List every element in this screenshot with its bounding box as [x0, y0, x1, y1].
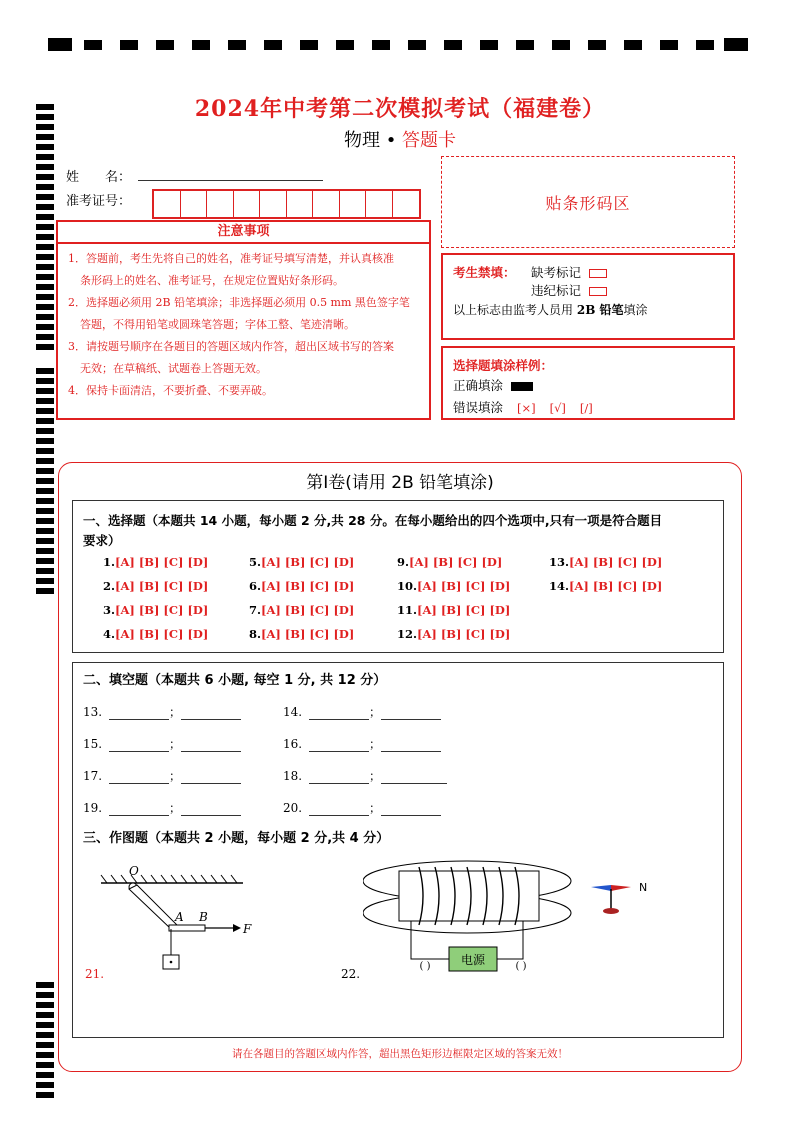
blank-line[interactable] [181, 772, 241, 784]
side-mark [36, 408, 54, 414]
fill-blank-question [83, 735, 241, 752]
figure-21-number: 21. [85, 967, 105, 981]
violation-mark[interactable] [589, 287, 607, 296]
exam-title: 2024年中考第二次模拟考试（福建卷） [194, 96, 606, 122]
blank-number: 19. [83, 801, 103, 815]
side-mark [36, 1022, 54, 1028]
mc-options[interactable]: [A] [B] [C] [D] [261, 627, 355, 641]
timing-mark [408, 40, 426, 50]
notice-item-1a: 1．答题前，考生先将自己的姓名，准考证号填写清楚，并认真核准 [68, 252, 394, 265]
drawing-heading: 三、作图题（本题共 2 小题，每小题 2 分,共 4 分） [83, 831, 390, 846]
mc-number: 11. [397, 603, 418, 617]
side-mark [36, 368, 54, 374]
mc-question[interactable] [103, 603, 208, 617]
mc-question[interactable] [397, 603, 510, 617]
timing-mark [300, 40, 318, 50]
mc-number: 10. [397, 579, 418, 593]
mc-options[interactable]: [A] [B] [C] [D] [409, 555, 503, 569]
side-mark [36, 568, 54, 574]
mc-question[interactable] [397, 555, 502, 569]
prohibited-note-text: 以上标志由监考人员用 [453, 303, 574, 317]
side-mark [36, 528, 54, 534]
timing-mark [552, 40, 570, 50]
timing-mark [660, 40, 678, 50]
mc-question[interactable] [249, 627, 354, 641]
id-label: 准考证号： [66, 194, 132, 209]
side-mark [36, 344, 54, 350]
timing-mark [724, 38, 748, 51]
mc-options[interactable]: [A] [B] [C] [D] [569, 579, 663, 593]
mc-number: 4. [103, 627, 116, 641]
mc-question[interactable] [249, 555, 354, 569]
timing-mark [264, 40, 282, 50]
mc-question[interactable] [103, 627, 208, 641]
wrong-mark-3: [/] [579, 401, 593, 415]
side-mark [36, 508, 54, 514]
timing-mark [48, 38, 72, 51]
mc-question[interactable] [549, 555, 662, 569]
prohibited-note [453, 301, 648, 318]
blank-number: 15. [83, 737, 103, 751]
mc-options[interactable]: [A] [B] [C] [D] [417, 603, 511, 617]
notice-item-4: 4．保持卡面清洁，不要折叠、不要弄破。 [68, 384, 273, 397]
mc-question[interactable] [549, 579, 662, 593]
mc-question[interactable] [397, 627, 510, 641]
label-F: F [243, 922, 252, 936]
side-mark [36, 204, 54, 210]
wrong-label: 错误填涂 [453, 400, 504, 415]
side-mark [36, 498, 54, 504]
side-mark [36, 982, 54, 988]
side-mark [36, 428, 54, 434]
blank-number: 16. [283, 737, 303, 751]
timing-mark [156, 40, 174, 50]
notice-item-3a: 3．请按题号顺序在各题目的答题区域内作答，超出区域书写的答案 [68, 340, 394, 353]
blank-separator: ； [169, 769, 182, 783]
mc-options[interactable]: [A] [B] [C] [D] [417, 579, 511, 593]
fill-blank-question [83, 799, 241, 816]
timing-mark [84, 40, 102, 50]
blank-line[interactable] [381, 804, 441, 816]
side-mark [36, 1002, 54, 1008]
timing-mark [696, 40, 714, 50]
blank-separator: ； [169, 705, 182, 719]
side-mark [36, 1062, 54, 1068]
mc-section [72, 500, 724, 653]
notice-item-3b: 无效；在草稿纸、试题卷上答题无效。 [80, 362, 267, 375]
side-mark [36, 378, 54, 384]
blank-line[interactable] [309, 740, 369, 752]
side-mark [36, 194, 54, 200]
mc-number: 5. [249, 555, 262, 569]
prohibited-label: 考生禁填： [453, 265, 516, 280]
side-mark [36, 578, 54, 584]
mc-question[interactable] [103, 555, 208, 569]
figure-22-solenoid[interactable] [363, 857, 703, 979]
absent-row [531, 263, 607, 281]
timing-mark [120, 40, 138, 50]
mc-number: 7. [249, 603, 262, 617]
blank-number: 18. [283, 769, 303, 783]
barcode-area [441, 156, 735, 248]
notice-box [56, 220, 431, 420]
blank-line[interactable] [181, 740, 241, 752]
side-mark [36, 294, 54, 300]
blank-separator: ； [369, 705, 382, 719]
side-mark [36, 1092, 54, 1098]
blank-line[interactable] [381, 708, 441, 720]
mc-number: 14. [549, 579, 570, 593]
side-mark [36, 538, 54, 544]
side-timing-marks-bottom [36, 982, 54, 1102]
side-mark [36, 214, 54, 220]
notice-item-2a: 2．选择题必须用 2B 铅笔填涂；非选择题必须用 0.5 mm 黑色签字笔 [68, 296, 410, 309]
mc-number: 8. [249, 627, 262, 641]
side-mark [36, 1032, 54, 1038]
timing-mark [588, 40, 606, 50]
mc-options[interactable]: [A] [B] [C] [D] [261, 603, 355, 617]
side-mark [36, 174, 54, 180]
side-mark [36, 388, 54, 394]
blank-line[interactable] [109, 740, 169, 752]
wrong-mark-2: [√] [549, 401, 566, 415]
side-mark [36, 254, 54, 260]
mc-question[interactable] [103, 579, 208, 593]
notice-title: 注意事项 [58, 222, 429, 244]
paren-left: ( ) [419, 961, 431, 972]
blank-separator: ； [369, 801, 382, 815]
side-mark [36, 334, 54, 340]
side-mark [36, 398, 54, 404]
fill-heading: 二、填空题（本题共 6 小题, 每空 1 分, 共 12 分） [83, 673, 387, 688]
prohibited-note-end: 填涂 [623, 303, 648, 317]
fill-blank-question [283, 735, 441, 752]
mc-question[interactable] [249, 603, 354, 617]
side-mark [36, 518, 54, 524]
side-mark [36, 264, 54, 270]
blank-line[interactable] [309, 708, 369, 720]
blank-number: 20. [283, 801, 303, 815]
label-O: O [129, 864, 139, 878]
side-mark [36, 1012, 54, 1018]
blank-separator: ； [369, 737, 382, 751]
mc-number: 6. [249, 579, 262, 593]
label-N: N [639, 881, 648, 894]
side-mark [36, 448, 54, 454]
blank-separator: ； [169, 737, 182, 751]
mc-question[interactable] [249, 579, 354, 593]
blank-line[interactable] [381, 772, 447, 784]
correct-row [453, 376, 533, 394]
blank-line[interactable] [381, 740, 441, 752]
mc-heading-2: 要求） [83, 533, 121, 548]
mc-options[interactable]: [A] [B] [C] [D] [569, 555, 663, 569]
blank-line[interactable] [109, 804, 169, 816]
side-mark [36, 284, 54, 290]
name-field[interactable] [138, 180, 323, 181]
timing-mark [624, 40, 642, 50]
side-mark [36, 184, 54, 190]
mc-options[interactable]: [A] [B] [C] [D] [115, 603, 209, 617]
subject-name: 物理 [343, 130, 380, 151]
blank-separator: ； [169, 801, 182, 815]
timing-mark [480, 40, 498, 50]
correct-label: 正确填涂 [453, 378, 504, 393]
figure-21-lever[interactable] [93, 863, 273, 983]
side-mark [36, 224, 54, 230]
mc-options[interactable]: [A] [B] [C] [D] [115, 579, 209, 593]
blank-line[interactable] [181, 804, 241, 816]
notice-item-2b: 答题，不得用铅笔或圆珠笔答题；字体工整、笔迹清晰。 [80, 318, 355, 331]
fill-and-drawing-section [72, 662, 724, 1038]
side-mark [36, 418, 54, 424]
footer-warning: 请在各题目的答题区域内作答，超出黑色矩形边框限定区域的答案无效！ [232, 1048, 568, 1060]
absent-mark[interactable] [589, 269, 607, 278]
label-B: B [199, 910, 208, 924]
side-mark [36, 588, 54, 594]
top-timing-marks [48, 38, 750, 52]
fill-blank-question [83, 703, 241, 720]
part1-title: 第Ⅰ卷(请用 2B 铅笔填涂) [306, 473, 494, 493]
blank-number: 17. [83, 769, 103, 783]
side-mark [36, 1072, 54, 1078]
side-mark [36, 164, 54, 170]
correct-fill-mark [511, 382, 533, 391]
side-mark [36, 1082, 54, 1088]
label-A: A [175, 910, 184, 924]
blank-line[interactable] [181, 708, 241, 720]
prohibited-box [441, 253, 735, 340]
exam-id-boxes[interactable] [152, 189, 421, 219]
figure-22-number: 22. [341, 967, 361, 981]
side-mark [36, 234, 54, 240]
mc-options[interactable]: [A] [B] [C] [D] [417, 627, 511, 641]
violation-row [531, 281, 607, 299]
side-mark [36, 324, 54, 330]
mc-number: 13. [549, 555, 570, 569]
timing-mark [372, 40, 390, 50]
sample-title: 选择题填涂样例： [453, 358, 554, 373]
prohibited-note-bold: 2B 铅笔 [576, 303, 624, 317]
side-mark [36, 558, 54, 564]
power-label: 电源 [460, 953, 486, 967]
mc-number: 2. [103, 579, 116, 593]
fill-blank-question [283, 703, 441, 720]
subject-title [0, 126, 800, 152]
side-mark [36, 548, 54, 554]
title-dot: • [385, 130, 397, 151]
answer-card-label: 答题卡 [402, 130, 457, 151]
side-mark [36, 274, 54, 280]
mc-number: 9. [397, 555, 410, 569]
paren-right: ( ) [515, 961, 527, 972]
blank-number: 13. [83, 705, 103, 719]
wrong-row [453, 398, 593, 416]
blank-line[interactable] [309, 804, 369, 816]
blank-line[interactable] [109, 708, 169, 720]
mc-number: 12. [397, 627, 418, 641]
name-label: 姓 名： [66, 170, 132, 185]
mc-options[interactable]: [A] [B] [C] [D] [115, 555, 209, 569]
timing-mark [192, 40, 210, 50]
blank-number: 14. [283, 705, 303, 719]
side-mark [36, 304, 54, 310]
mc-number: 1. [103, 555, 116, 569]
side-mark [36, 458, 54, 464]
fill-blank-question [283, 799, 441, 816]
mc-heading-1: 一、选择题（本题共 14 小题，每小题 2 分,共 28 分。在每小题给出的四个选项中,只有一项是符合题目 [83, 513, 663, 528]
mc-options[interactable]: [A] [B] [C] [D] [115, 627, 209, 641]
timing-mark [336, 40, 354, 50]
fill-blank-question [83, 767, 241, 784]
mc-options[interactable]: [A] [B] [C] [D] [261, 579, 355, 593]
notice-item-1b: 条形码上的姓名、准考证号，在规定位置贴好条形码。 [80, 274, 344, 287]
timing-mark [228, 40, 246, 50]
side-mark [36, 154, 54, 160]
timing-mark [444, 40, 462, 50]
wrong-mark-1: [×] [517, 401, 536, 415]
violation-label: 违纪标记 [531, 283, 582, 298]
side-mark [36, 244, 54, 250]
side-mark [36, 992, 54, 998]
side-mark [36, 438, 54, 444]
absent-label: 缺考标记 [531, 265, 582, 280]
side-mark [36, 314, 54, 320]
fill-blank-question [283, 767, 447, 784]
mc-question[interactable] [397, 579, 510, 593]
mc-options[interactable]: [A] [B] [C] [D] [261, 555, 355, 569]
barcode-area-label: 贴条形码区 [545, 193, 631, 213]
blank-line[interactable] [109, 772, 169, 784]
fill-sample-box [441, 346, 735, 420]
blank-separator: ； [369, 769, 382, 783]
timing-mark [516, 40, 534, 50]
mc-number: 3. [103, 603, 116, 617]
blank-line[interactable] [309, 772, 369, 784]
